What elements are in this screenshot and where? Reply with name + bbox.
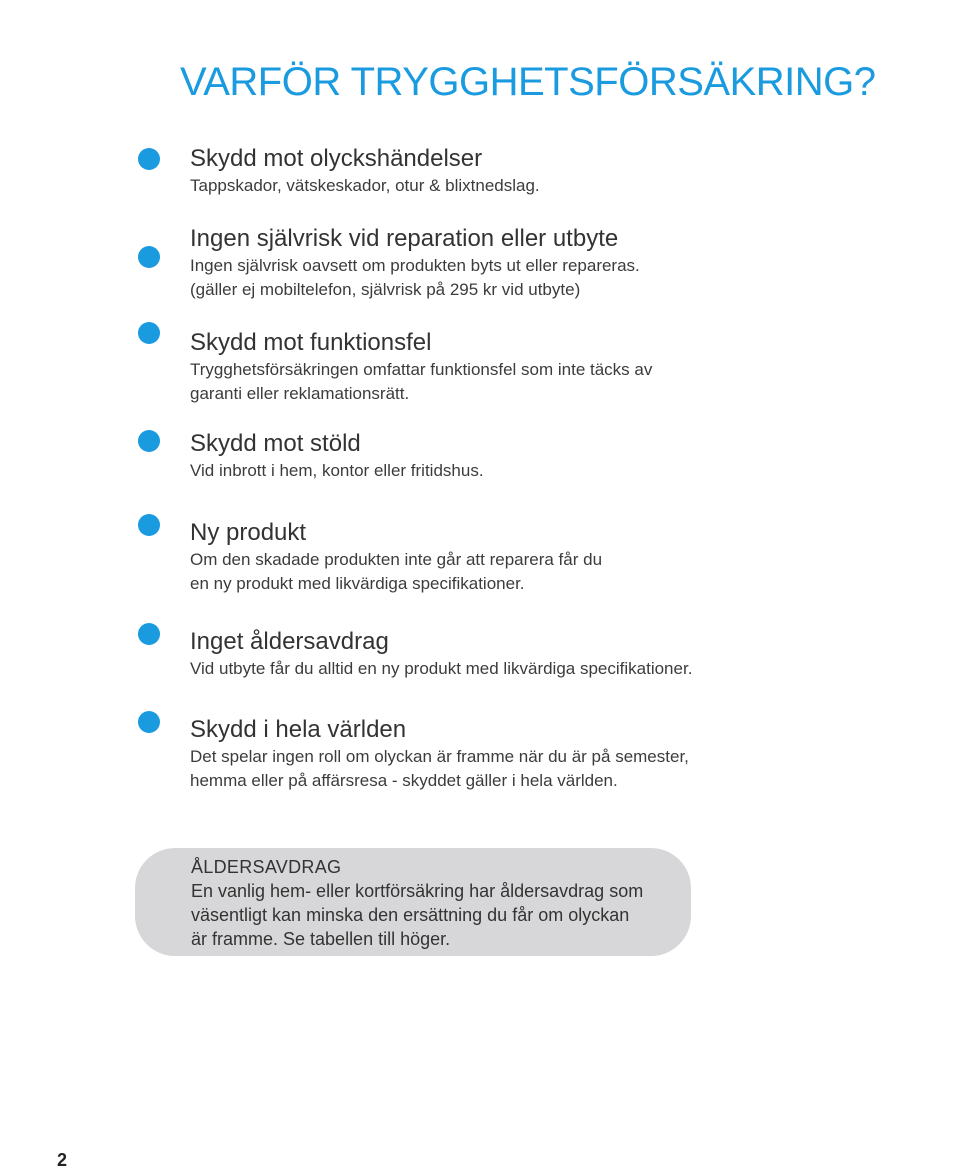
bullet-dot-icon (138, 711, 160, 733)
benefit-description: Om den skadade produkten inte går att reparera får du (190, 550, 603, 569)
bullet-dot-icon (138, 148, 160, 170)
callout-text: är framme. Se tabellen till höger. (191, 929, 451, 949)
benefit-description: Vid inbrott i hem, kontor eller fritidshus. (190, 461, 484, 480)
benefit-item (190, 518, 810, 596)
bullet-dot-icon (138, 322, 160, 344)
benefit-heading: Inget åldersavdrag (190, 628, 389, 655)
benefit-item (190, 627, 810, 681)
benefit-description: Tappskador, vätskeskador, otur & blixtnedslag. (190, 176, 540, 195)
benefit-heading: Ingen självrisk vid reparation eller utbyte (190, 225, 619, 252)
bullet-dot-icon (138, 623, 160, 645)
benefit-heading: Skydd mot funktionsfel (190, 329, 432, 356)
benefit-description: Det spelar ingen roll om olyckan är framme när du är på semester, (190, 747, 689, 766)
bullet-dot-icon (138, 246, 160, 268)
callout-text: väsentligt kan minska den ersättning du får om olyckan (191, 905, 630, 925)
benefit-description: en ny produkt med likvärdiga specifikationer. (190, 574, 525, 593)
age-deduction-callout (135, 848, 691, 956)
benefit-item (190, 144, 810, 198)
benefit-item (190, 715, 810, 793)
benefit-description: Trygghetsförsäkringen omfattar funktionsfel som inte täcks av (190, 360, 653, 379)
benefit-heading: Ny produkt (190, 519, 307, 546)
benefit-heading: Skydd i hela världen (190, 716, 407, 743)
page-number: 2 (57, 1150, 68, 1170)
benefit-heading: Skydd mot olyckshändelser (190, 145, 483, 172)
bullet-dot-icon (138, 430, 160, 452)
benefit-heading: Skydd mot stöld (190, 430, 361, 457)
bullet-dot-icon (138, 514, 160, 536)
benefit-description: hemma eller på affärsresa - skyddet gäller i hela världen. (190, 771, 618, 790)
benefit-description: garanti eller reklamationsrätt. (190, 384, 410, 403)
benefit-description: Ingen självrisk oavsett om produkten byts ut eller repareras. (190, 256, 640, 275)
benefit-item (190, 429, 810, 483)
benefit-description: (gäller ej mobiltelefon, självrisk på 295 kr vid utbyte) (190, 280, 581, 299)
benefit-item (190, 328, 810, 406)
benefit-item (190, 224, 810, 302)
callout-heading: ÅLDERSAVDRAG (191, 857, 342, 877)
callout-text: En vanlig hem- eller kortförsäkring har åldersavdrag som (191, 881, 644, 901)
benefit-description: Vid utbyte får du alltid en ny produkt med likvärdiga specifikationer. (190, 659, 693, 678)
page-title: VARFÖR TRYGGHETSFÖRSÄKRING? (180, 60, 876, 104)
